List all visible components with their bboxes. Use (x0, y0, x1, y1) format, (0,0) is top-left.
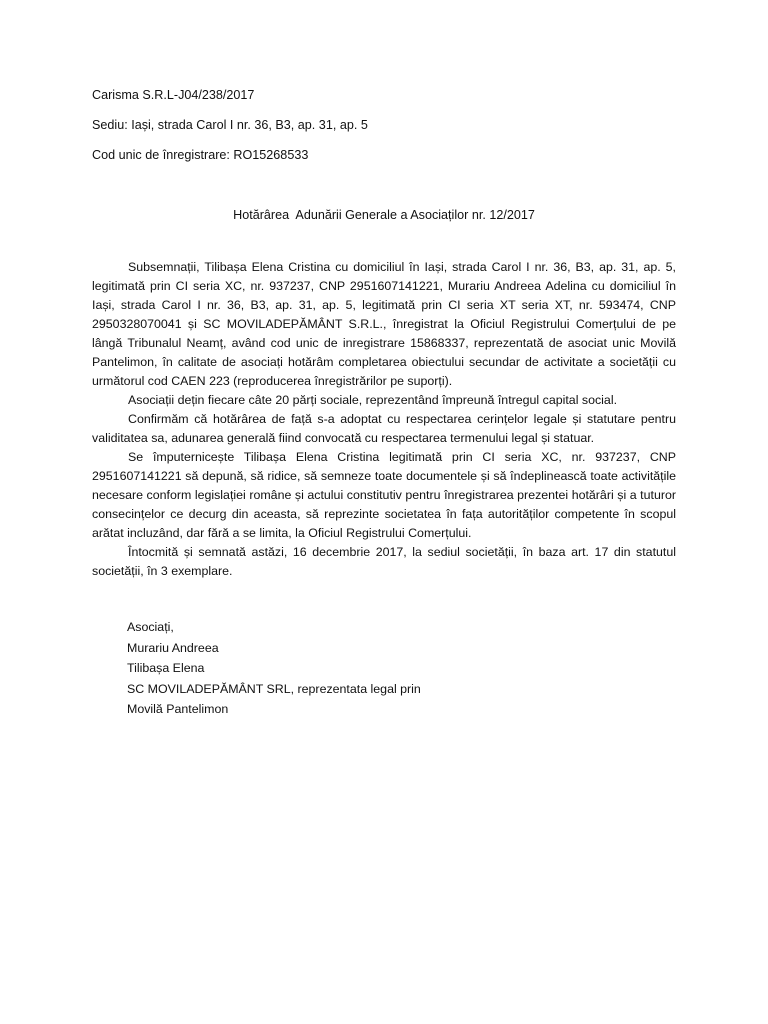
document-title: Hotărârea Adunării Generale a Asociaților nr. 12/2017 (233, 208, 535, 222)
paragraph-shares: Asociații dețin fiecare câte 20 părți sociale, reprezentând împreună întregul capital social. (128, 393, 618, 407)
signature-heading: Asociați, (127, 620, 174, 634)
signature-line: Murariu Andreea (127, 640, 219, 655)
paragraph-associates: Subsemnații, Tilibașa Elena Cristina cu domiciliul în Iași, strada Carol I nr. 36, B3, ap. 31, ap. 5, legitimată prin CI seria XC, nr. 937237, CNP 2951607141221, Murariu Andreea Adelina cu domiciliul în Iași, strada Carol I nr. 36, B3, ap. 31, ap. 5, legitimată prin CI seria XT seria XT, nr. 593474, CNP 2950328070041 și SC MOVILADEPĂMÂNT S.R.L., înregistrat la Oficiul Registrului Comerțului de pe lângă Tribunalul Neamț, având cod unic de inregistrare 15868337, reprezentată de asociat unic Movilă Pantelimon, în calitate de asociați hotărâm completarea obiectului secundar de activitate a societății cu următorul cod CAEN 223 (reproducerea înregistrărilor pe suporți). (92, 260, 676, 388)
signature-block (127, 617, 421, 720)
paragraph-closing: Întocmită și semnată astăzi, 16 decembrie 2017, la sediul societății, în baza art. 17 din statutul societății, în 3 exemplare. (92, 545, 676, 578)
signature-line: Movilă Pantelimon (127, 702, 229, 716)
company-name: Carisma S.R.L-J04/238/2017 (92, 88, 255, 102)
paragraph-mandate: Se împuternicește Tilibașa Elena Cristina legitimată prin CI seria XC, nr. 937237, CNP 2951607141221 să depună, să ridice, să semneze toate documentele și să îndeplinească toate activitățile necesare conform legislației române și actului constitutiv pentru înregistrarea prezentei hotărâri și a tuturor consecințelor ce decurg din aceasta, să reprezinte societatea în fața autorităților competente în scopul arătat incluzând, dar fără a se limita, la Oficiul Registrului Comerțului. (92, 450, 676, 540)
company-seat: Sediu: Iași, strada Carol I nr. 36, B3, ap. 31, ap. 5 (92, 118, 368, 132)
paragraph-confirmation: Confirmăm că hotărârea de față s-a adoptat cu respectarea cerințelor legale și statutare pentru validitatea sa, adunarea generală fiind convocată cu respectarea termenului legal și statuar. (92, 412, 676, 445)
signature-line: Tilibașa Elena (127, 661, 205, 675)
signature-line: SC MOVILADEPĂMÂNT SRL, reprezentata legal prin (127, 681, 421, 696)
registration-code: Cod unic de înregistrare: RO15268533 (92, 148, 309, 162)
document-body (92, 258, 676, 581)
